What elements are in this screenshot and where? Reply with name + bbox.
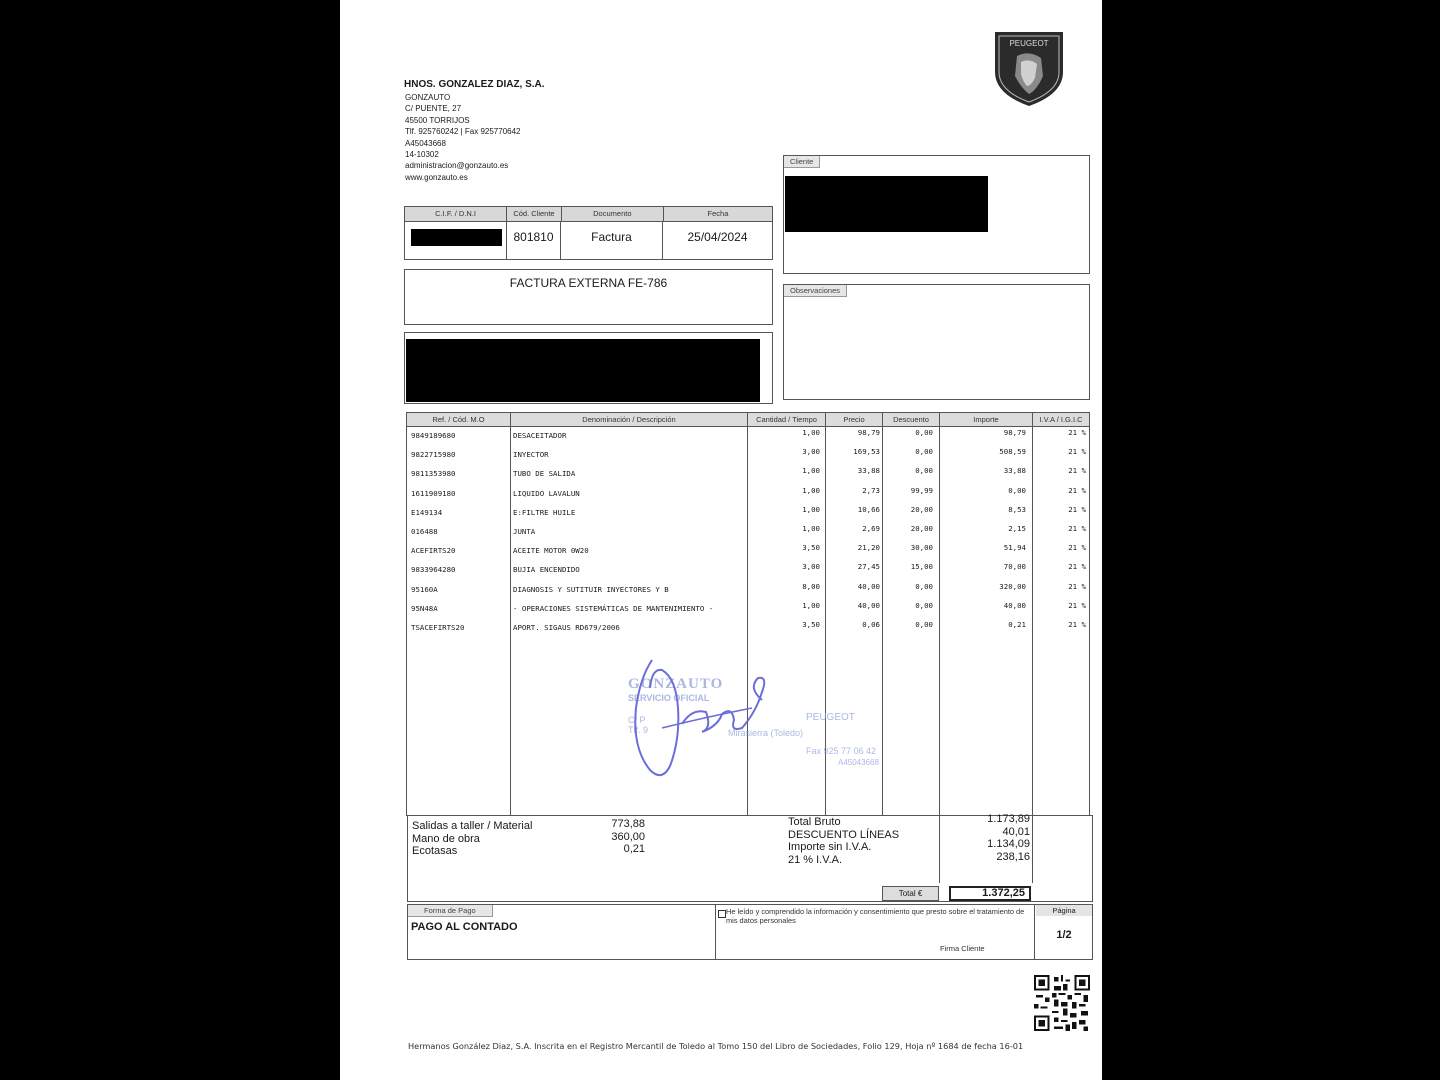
cell-ref: 9849189680 [411,431,456,440]
cell-ref: 9811353980 [411,469,456,479]
invoice-title-box [404,269,773,325]
company-line: 45500 TORRIJOS [405,115,470,125]
label-material: Salidas a taller / Material [412,820,533,832]
company-name: HNOS. GONZALEZ DIAZ, S.A. [404,79,545,90]
cell-quantity: 1,00 [802,428,820,437]
value-material: 773,88 [611,818,645,830]
cell-discount: 15,00 [910,562,933,572]
cell-price: 10,66 [857,504,880,514]
cell-price: 169,53 [853,447,880,457]
value-labor: 360,00 [611,830,645,843]
value-total-gross: 1.173,89 [987,813,1030,825]
header-columns [405,207,772,222]
cell-description: DESACEITADOR [513,431,567,440]
total-label: Total € [882,886,939,901]
table-row [407,466,1091,485]
table-row [407,486,1091,505]
table-row [407,620,1091,639]
cell-quantity: 1,00 [802,524,820,533]
stamp-brand: PEUGEOT [806,712,855,723]
col-date: Fecha [707,209,729,218]
total-value: 1.372,25 [949,886,1031,901]
signature-label: Firma Cliente [940,944,985,953]
th-amount: Importe [940,413,1033,427]
observations-box [783,284,1090,400]
cell-amount: 508,59 [999,447,1026,457]
cell-quantity: 1,00 [802,504,820,514]
th-ref: Ref. / Cód. M.O [407,413,511,427]
label-line-discount: DESCUENTO LÍNEAS [788,828,900,841]
company-line: GONZAUTO [405,93,451,102]
company-line: C/ PUENTE, 27 [405,104,462,114]
th-price: Precio [826,413,883,427]
cell-amount: 2,15 [1008,524,1026,533]
cell-ref: ACEFIRTS20 [411,546,456,556]
cell-price: 33,88 [857,466,880,476]
client-label: Cliente [784,156,820,168]
consent-text: He leído y comprendido la información y consentimiento que presto sobre el tratamiento de mis datos personales [726,907,1025,925]
label-labor: Mano de obra [412,832,480,845]
cell-amount: 51,94 [1003,543,1026,553]
company-line: A45043668 [405,138,446,148]
cell-discount: 0,00 [915,447,933,457]
cell-vat: 21 % [1068,447,1086,457]
stamp-line: SERVICIO OFICIAL [628,693,710,703]
redacted-client [785,176,988,232]
cell-amount: 8,53 [1008,504,1026,514]
cell-description: - OPERACIONES SISTEMÁTICAS DE MANTENIMIENTO - [513,603,714,613]
stamp-line: C/ P [628,715,646,725]
cell-description: LIQUIDO LAVALUN [513,488,580,498]
cell-price: 2,73 [862,485,880,495]
th-description: Denominación / Descripción [511,413,748,427]
cell-price: 0,06 [862,620,880,629]
stamp-line: Fax 925 77 06 42 [806,746,877,756]
cell-description: BUJIA ENCENDIDO [513,565,580,575]
cell-price: 40,00 [857,600,880,610]
cell-vat: 21 % [1068,466,1086,476]
table-row [407,562,1091,581]
cell-quantity: 3,50 [802,543,820,553]
cell-ref: 016488 [411,527,438,536]
label-ecotax: Ecotasas [412,845,458,857]
stamp-line: Tlf. 9 [628,725,649,735]
page-label: Página [1036,905,1092,916]
col-cif: C.I.F. / D.N.I [405,207,507,221]
cell-ref: 95N48A [411,603,438,613]
totals-box [407,815,1093,902]
value-date: 25/04/2024 [687,230,748,244]
logo-text: PEUGEOT [1009,39,1049,48]
observations-label: Observaciones [784,285,847,297]
cell-ref: 95160A [411,584,438,594]
cell-discount: 0,00 [915,581,933,591]
cell-price: 27,45 [857,562,880,572]
totals-right-values [939,813,1030,863]
cell-vat: 21 % [1068,485,1086,495]
col-client-code: Cód. Cliente [507,207,562,221]
cell-price: 40,00 [857,581,880,591]
cell-quantity: 3,00 [802,562,820,572]
cell-vat: 21 % [1068,428,1086,437]
cell-discount: 0,00 [915,466,933,476]
cell-amount: 98,79 [1003,428,1026,437]
peugeot-logo [993,28,1065,108]
cell-discount: 0,00 [915,620,933,629]
value-vat: 238,16 [996,850,1030,863]
cell-quantity: 3,50 [802,620,820,629]
cell-quantity: 1,00 [802,466,820,476]
cell-quantity: 1,00 [802,600,820,610]
cell-quantity: 3,00 [802,447,820,457]
totals-right-labels [788,816,899,866]
payment-box [407,904,1093,960]
invoice-title: FACTURA EXTERNA FE-786 [509,276,668,290]
company-line: www.gonzauto.es [405,172,468,182]
value-client-code: 801810 [507,222,561,260]
handwritten-signature [622,648,782,788]
payment-value: PAGO AL CONTADO [411,921,518,933]
th-discount: Descuento [883,413,940,427]
qr-code [1034,975,1090,1031]
totals-left-values [588,818,645,856]
cell-ref: TSACEFIRTS20 [411,623,465,632]
cell-vat: 21 % [1068,620,1086,629]
company-line: Tlf. 925760242 | Fax 925770642 [405,127,521,137]
company-line: administracion@gonzauto.es [405,161,509,171]
cell-vat: 21 % [1068,524,1086,533]
legal-footer: Hermanos González Diaz, S.A. Inscrita en el Registro Mercantil de Toledo al Tomo 150 del Libro de Sociedades, Folio 129, Hoja nº 1684 de fecha 16-01 [408,1041,1024,1051]
company-details [405,92,521,183]
cell-ref: E149134 [411,507,443,517]
table-row [407,543,1091,562]
cell-amount: 320,00 [999,581,1026,591]
stamp-code: A45043668 [838,758,879,767]
cell-amount: 0,21 [1008,620,1026,629]
table-row [407,601,1091,620]
cell-ref: 9822715980 [411,450,456,460]
cell-description: JUNTA [513,527,536,536]
cell-amount: 33,88 [1003,466,1026,476]
cell-vat: 21 % [1068,543,1086,553]
stamp-name: GONZAUTO [628,676,724,692]
th-vat: I.V.A / I.G.I.C [1033,413,1089,427]
cell-description: APORT. SIGAUS RD679/2006 [513,623,620,632]
cell-discount: 30,00 [910,543,933,553]
company-line: 14-10302 [405,150,439,160]
cell-description: TUBO DE SALIDA [513,469,576,479]
cell-quantity: 8,00 [802,581,820,591]
payment-label: Forma de Pago [408,905,493,917]
cell-description: DIAGNOSIS Y SUTITUIR INYECTORES Y B [513,584,669,594]
table-row [407,524,1091,543]
cell-vat: 21 % [1068,504,1086,514]
cell-quantity: 1,00 [802,485,820,495]
cell-vat: 21 % [1068,562,1086,572]
redacted-vehicle [406,339,760,402]
cell-amount: 0,00 [1008,485,1026,495]
cell-description: E:FILTRE HUILE [513,507,576,517]
stamp-line: Mirasierra (Toledo) [728,728,804,738]
label-vat: 21 % I.V.A. [788,853,843,866]
value-document: Factura [561,222,663,260]
cell-price: 2,69 [862,524,880,533]
value-net: 1.134,09 [987,838,1030,850]
cell-discount: 20,00 [910,504,933,514]
table-row [407,505,1091,524]
cell-ref: 1611909180 [411,488,456,498]
value-line-discount: 40,01 [1002,825,1030,838]
page-value: 1/2 [1056,929,1072,941]
cell-vat: 21 % [1068,600,1086,610]
cell-discount: 0,00 [915,600,933,610]
th-quantity: Cantidad / Tiempo [748,413,826,427]
cell-price: 98,79 [857,428,880,437]
cell-ref: 9833964280 [411,565,456,575]
cell-price: 21,20 [857,543,880,553]
cell-discount: 0,00 [915,428,933,437]
cell-description: ACEITE MOTOR 0W20 [513,546,589,556]
label-total-gross: Total Bruto [788,816,841,828]
redacted-cif [411,229,502,246]
col-document: Documento [562,207,664,221]
value-ecotax: 0,21 [623,843,645,855]
table-row [407,582,1091,601]
cell-amount: 40,00 [1003,600,1026,610]
totals-left-labels [412,820,532,858]
cell-discount: 99,99 [910,485,933,495]
cell-vat: 21 % [1068,581,1086,591]
cell-amount: 70,00 [1003,562,1026,572]
table-row [407,428,1091,447]
cell-description: INYECTOR [513,450,549,460]
cell-discount: 20,00 [910,524,933,533]
table-row [407,447,1091,466]
label-net: Importe sin I.V.A. [788,841,872,853]
